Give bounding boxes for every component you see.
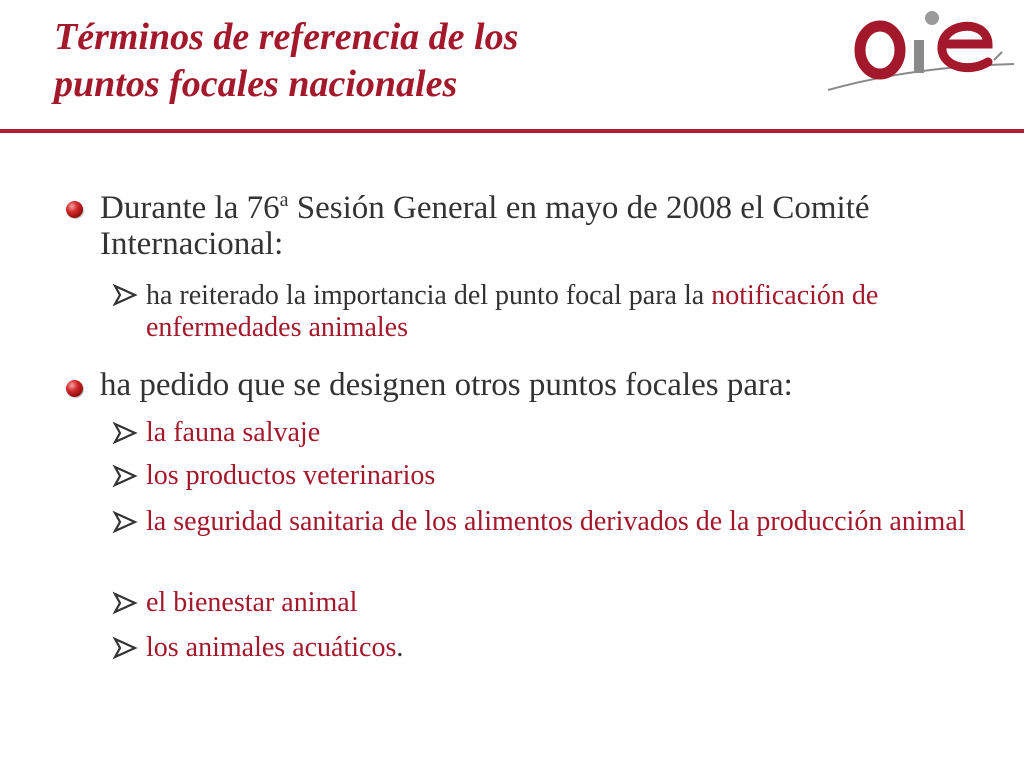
sub-bullet-2-3: la seguridad sanitaria de los alimentos derivados de la producción animal — [146, 506, 966, 537]
bullet-icon — [66, 380, 83, 397]
arrow-bullet-icon — [112, 421, 138, 445]
sub-bullet-2-4: el bienestar animal — [146, 587, 358, 618]
arrow-bullet-icon — [112, 464, 138, 488]
arrow-bullet-icon — [112, 591, 138, 615]
sub-bullet-1-1 — [146, 280, 976, 344]
bullet-1-text — [100, 190, 980, 262]
bullet-2-text: ha pedido que se designen otros puntos focales para: — [100, 367, 793, 403]
slide-title-line-1: Términos de referencia de los — [54, 16, 519, 58]
sub-bullet-plain-text: ha reiterado la importancia del punto focal para la — [146, 280, 712, 311]
arrow-bullet-icon — [112, 283, 138, 307]
sub-bullet-highlight-text: notificación de enfermedades animales — [146, 280, 879, 343]
sub-bullet-2-5 — [146, 632, 976, 664]
arrow-bullet-icon — [112, 510, 138, 534]
sub-bullet-suffix: . — [396, 632, 404, 663]
bullet-1-text-rest: Sesión General en mayo de 2008 el Comité Internacional: — [100, 190, 870, 262]
arrow-bullet-icon — [112, 636, 138, 660]
sub-bullet-2-1: la fauna salvaje — [146, 417, 321, 448]
bullet-icon — [66, 201, 83, 218]
bullet-1-text-part: Durante la 76 — [100, 190, 280, 226]
sub-bullet-highlight-text: los animales acuáticos — [146, 632, 397, 663]
slide-title-line-2: puntos focales nacionales — [54, 63, 458, 105]
sub-bullet-2-2: los productos veterinarios — [146, 460, 436, 491]
ordinal-superscript: a — [279, 189, 289, 211]
